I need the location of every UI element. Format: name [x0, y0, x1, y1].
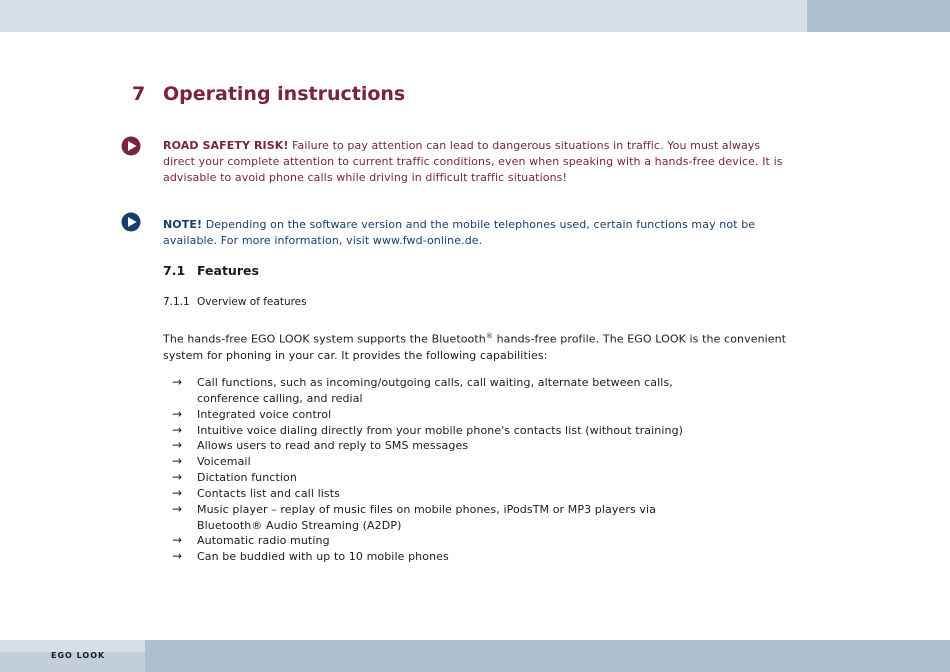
- road-safety-warning: [163, 138, 788, 186]
- section-title: Features: [197, 263, 259, 278]
- feature-text: Integrated voice control: [197, 407, 332, 421]
- feature-text: Music player – replay of music files on mobile phones, iPodsTM or MP3 players via: [197, 502, 656, 516]
- feature-list: [172, 375, 772, 565]
- list-item: [172, 486, 772, 502]
- feature-text: Automatic radio muting: [197, 534, 330, 548]
- right-arrow-icon: →: [172, 533, 183, 548]
- feature-text-cont: conference calling, and redial: [197, 391, 363, 405]
- right-arrow-icon: →: [172, 422, 183, 437]
- registered-mark: ®: [485, 332, 493, 340]
- play-circle-icon: [121, 212, 141, 232]
- feature-text: Contacts list and call lists: [197, 486, 340, 500]
- right-arrow-icon: →: [172, 454, 183, 469]
- section-number: 7.1: [163, 263, 186, 278]
- feature-text: Call functions, such as incoming/outgoing calls, call waiting, alternate between calls,: [197, 376, 673, 389]
- footer-band-mid: [0, 652, 145, 672]
- feature-text: Intuitive voice dialing directly from your mobile phone's contacts list (without training): [197, 423, 684, 437]
- header-band-accent: [807, 0, 950, 32]
- list-item: [172, 533, 772, 549]
- list-item: [172, 375, 772, 407]
- right-arrow-icon: →: [172, 549, 183, 564]
- warning-label: ROAD SAFETY RISK!: [163, 139, 289, 152]
- header-band: [0, 0, 807, 32]
- note: [163, 217, 788, 249]
- right-arrow-icon: →: [172, 375, 183, 389]
- footer-band-light: [0, 640, 145, 652]
- right-arrow-icon: →: [172, 406, 183, 421]
- list-item: [172, 470, 772, 486]
- right-arrow-icon: →: [172, 438, 183, 453]
- feature-text: Can be buddied with up to 10 mobile phones: [197, 550, 449, 564]
- right-arrow-icon: →: [172, 485, 183, 500]
- list-item: [172, 549, 772, 565]
- list-item: [172, 407, 772, 423]
- feature-text: Voicemail: [197, 455, 251, 469]
- list-item: [172, 438, 772, 454]
- feature-text: Dictation function: [197, 471, 297, 485]
- warning-text: Failure to pay attention can lead to dangerous situations in traffic. You must always direct your complete attention to current traffic conditions, even when speaking with a hands-free device. It is advisable to avoid phone calls while driving in difficult traffic situations!: [163, 139, 783, 184]
- play-circle-icon: [121, 136, 141, 156]
- intro-paragraph: [163, 328, 788, 364]
- chapter-title: Operating instructions: [163, 83, 406, 105]
- footer-product-name: EGO LOOK: [51, 652, 106, 660]
- note-text: Depending on the software version and the mobile telephones used, certain functions may not be available. For more information, visit www.fwd-online.de.: [163, 218, 756, 247]
- subsection-number: 7.1.1: [163, 296, 190, 308]
- list-item: [172, 454, 772, 470]
- feature-text: Allows users to read and reply to SMS messages: [197, 439, 469, 453]
- chapter-number: 7: [132, 83, 146, 105]
- footer-band: [145, 640, 950, 672]
- right-arrow-icon: →: [172, 501, 183, 516]
- subsection-title: Overview of features: [197, 296, 307, 308]
- list-item: [172, 423, 772, 439]
- intro-text-a: The hands-free EGO LOOK system supports the Bluetooth: [163, 332, 486, 346]
- list-item: [172, 502, 772, 534]
- intro-text-b: hands-free profile. The EGO LOOK is the convenient system for phoning in your car. It provides the following capabilities:: [163, 332, 787, 362]
- right-arrow-icon: →: [172, 470, 183, 485]
- feature-text-cont: Bluetooth® Audio Streaming (A2DP): [197, 518, 402, 532]
- note-label: NOTE!: [163, 218, 203, 231]
